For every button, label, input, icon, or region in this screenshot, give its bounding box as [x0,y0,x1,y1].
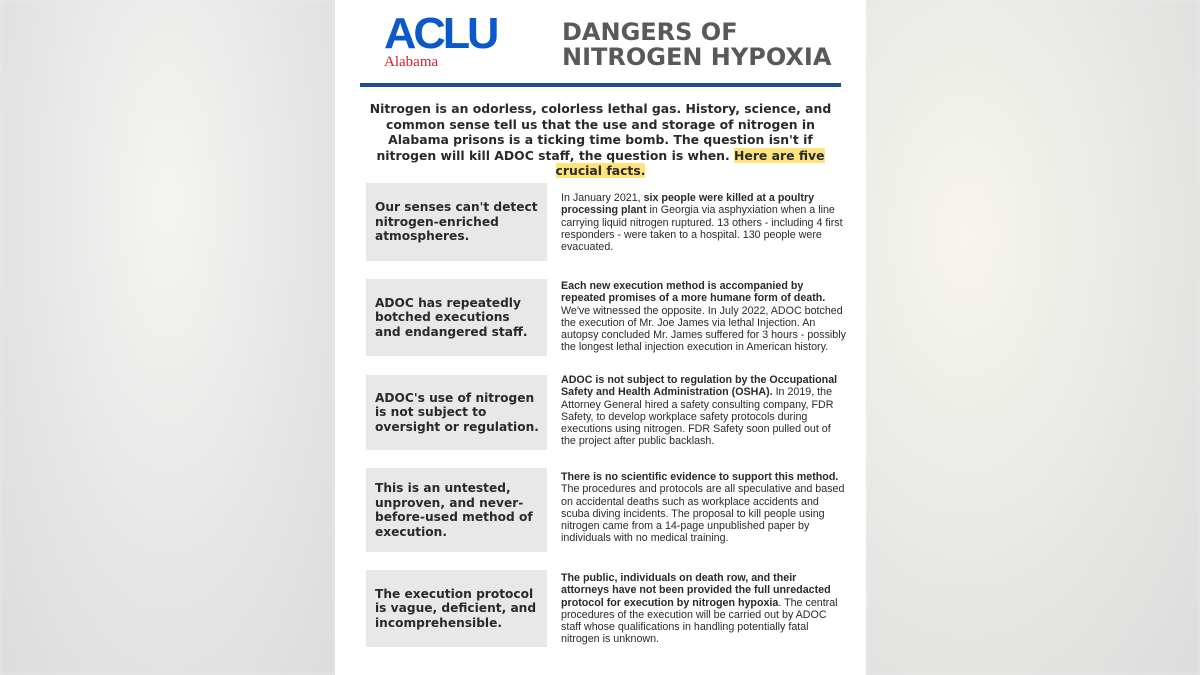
fact-description [561,572,846,646]
fact-text-post: The procedures and protocols are all speculative and based on accidental deaths such as workplace accidents and scuba diving incidents. The proposal to kill people using nitrogen came from a 14-page unpublished paper by individuals with no medical training. [561,483,845,545]
aclu-logo-affiliate: Alabama [384,54,439,70]
aclu-alabama-logo [384,9,497,70]
fact-heading: The execution protocol is vague, deficient, and incomprehensible. [375,586,537,630]
aclu-logo-mark: ACLU [384,9,497,58]
fact-text-bold: Each new execution method is accompanied by repeated promises of a more humane form of death. [561,280,826,305]
fact-text-pre: In January 2021, [561,192,644,204]
fact-sheet-page [335,0,866,675]
intro-paragraph [361,101,840,179]
fact-heading: ADOC's use of nitrogen is not subject to oversight or regulation. [375,390,539,434]
fact-text-post: in Georgia via asphyxiation when a line carrying liquid nitrogen ruptured. 13 others - including 4 first responders - were taken to a hospital. 130 people were evacuated. [561,204,843,254]
intro-text: Nitrogen is an odorless, colorless lethal gas. History, science, and common sense tell us that the use and storage of nitrogen in Alabama prisons is a ticking time bomb. The question isn't if nitrogen will kill ADOC staff, the question is when. [369,101,832,163]
fact-description [561,471,846,545]
fact-text-bold: ADOC is not subject to regulation by the Occupational Safety and Health Administration (OSHA). [561,374,838,399]
fact-heading-box [366,279,547,356]
intro-highlight: Here are five crucial facts. [555,147,825,178]
fact-text-post: We've witnessed the opposite. In July 2022, ADOC botched the execution of Mr. Joe James via lethal Injection. An autopsy concluded Mr. James suffered for 3 hours - possibly the longest lethal injection execution in American history. [561,304,846,354]
fact-heading-box [366,468,547,552]
fact-text-post: . The central procedures of the execution will be carried out by ADOC staff whose qualifications in handling potentially fatal nitrogen is unknown. [561,596,838,646]
fact-description [561,192,846,253]
fact-heading: This is an untested, unproven, and never-before-used method of execution. [375,481,533,539]
fact-text-bold: There is no scientific evidence to support this method. [561,471,839,483]
blurred-background-right [866,0,1200,675]
fact-heading: Our senses can't detect nitrogen-enriched atmospheres. [375,200,538,244]
fact-heading-box [366,570,547,647]
fact-description [561,374,846,448]
fact-text-post: In 2019, the Attorney General hired a safety consulting company, FDR Safety, to develop workplace safety protocols during executions using nitrogen. FDR Safety soon pulled out of the project after public backlash. [561,386,834,448]
fact-heading: ADOC has repeatedly botched executions and endangered staff. [375,295,528,339]
fact-heading-box [366,375,547,450]
blurred-background-left [0,0,335,675]
header-divider [360,83,841,87]
fact-text-bold: The public, individuals on death row, and their attorneys have not been provided the full unredacted protocol for execution by nitrogen hypoxia [561,572,831,609]
fact-text-bold: six people were killed at a poultry processing plant [561,192,815,217]
page-title: DANGERS OF NITROGEN HYPOXIA [562,18,832,71]
fact-heading-box [366,183,547,261]
fact-description [561,280,846,354]
